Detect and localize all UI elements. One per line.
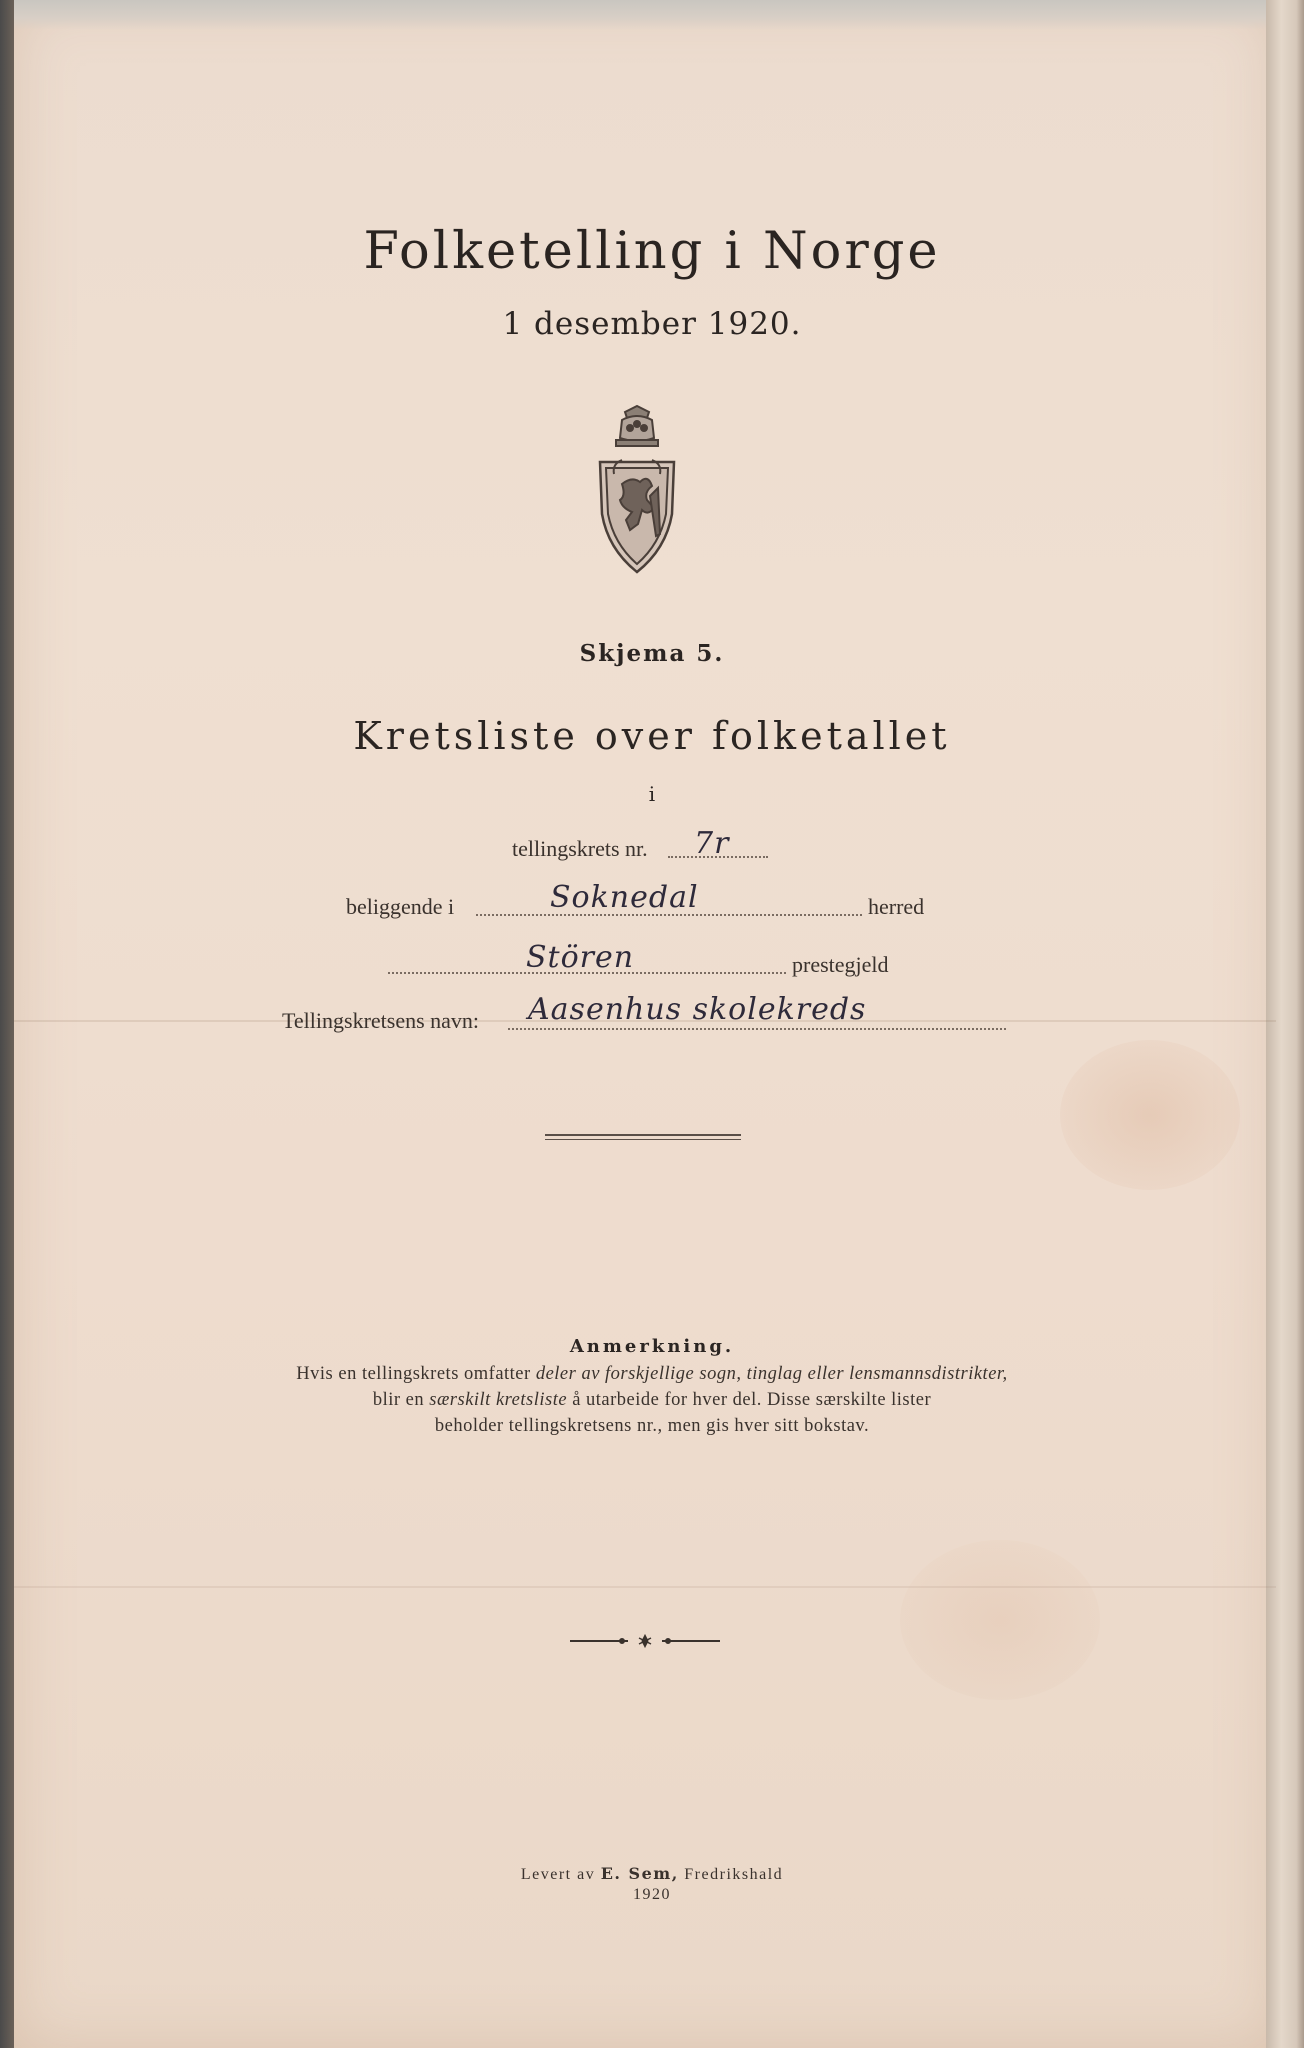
printer-year: 1920 [633, 1886, 671, 1903]
note-line-2 [0, 1390, 1304, 1411]
page-top-edge [14, 0, 1276, 30]
schema-label: Skjema 5. [579, 640, 725, 667]
printer-line [0, 1864, 1304, 1884]
herred-value: Soknedal [550, 880, 699, 915]
paper-stain [1060, 1040, 1240, 1190]
note-line-2-emphasis: særskilt kretsliste [429, 1390, 568, 1410]
page-title: Folketelling i Norge [363, 222, 941, 281]
ornament-rule-icon [570, 1634, 720, 1648]
fold-line [14, 1586, 1276, 1588]
herred-prefix: beliggende i [346, 894, 455, 919]
printer-place: Fredrikshald [678, 1866, 784, 1883]
note-line-2-text: blir en [372, 1390, 430, 1410]
form-subtitle: Kretsliste over folketallet [353, 714, 951, 758]
note-line-1-text: Hvis en tellingskrets omfatter [296, 1364, 536, 1384]
krets-value: 7r [694, 826, 730, 861]
census-date: 1 desember 1920. [502, 306, 802, 342]
krets-label: tellingskrets nr. [512, 836, 648, 861]
coat-of-arms-icon [592, 404, 682, 576]
divider-line [545, 1139, 741, 1140]
prestegjeld-value: Stören [526, 940, 635, 975]
note-heading: Anmerkning. [569, 1336, 735, 1357]
navn-value: Aasenhus skolekreds [528, 992, 867, 1027]
note-line-2-text-b: å utarbeide for hver del. Disse særskilte lister [567, 1390, 932, 1410]
navn-label: Tellingskretsens navn: [282, 1008, 480, 1033]
note-line-1-emphasis: deler av forskjellige sogn, tinglag eller lensmannsdistrikter, [535, 1364, 1008, 1384]
printer-name: E. Sem, [600, 1864, 679, 1883]
divider-line [545, 1134, 741, 1136]
herred-suffix: herred [868, 894, 925, 919]
connector-word: i [648, 782, 656, 806]
note-line-3: beholder tellingskretsens nr., men gis hver sitt bokstav. [434, 1416, 870, 1436]
prestegjeld-suffix: prestegjeld [792, 952, 889, 977]
navn-underline [508, 1028, 1006, 1030]
printer-prefix: Levert av [520, 1866, 601, 1883]
note-line-1 [0, 1364, 1304, 1385]
paper-stain [900, 1540, 1100, 1700]
